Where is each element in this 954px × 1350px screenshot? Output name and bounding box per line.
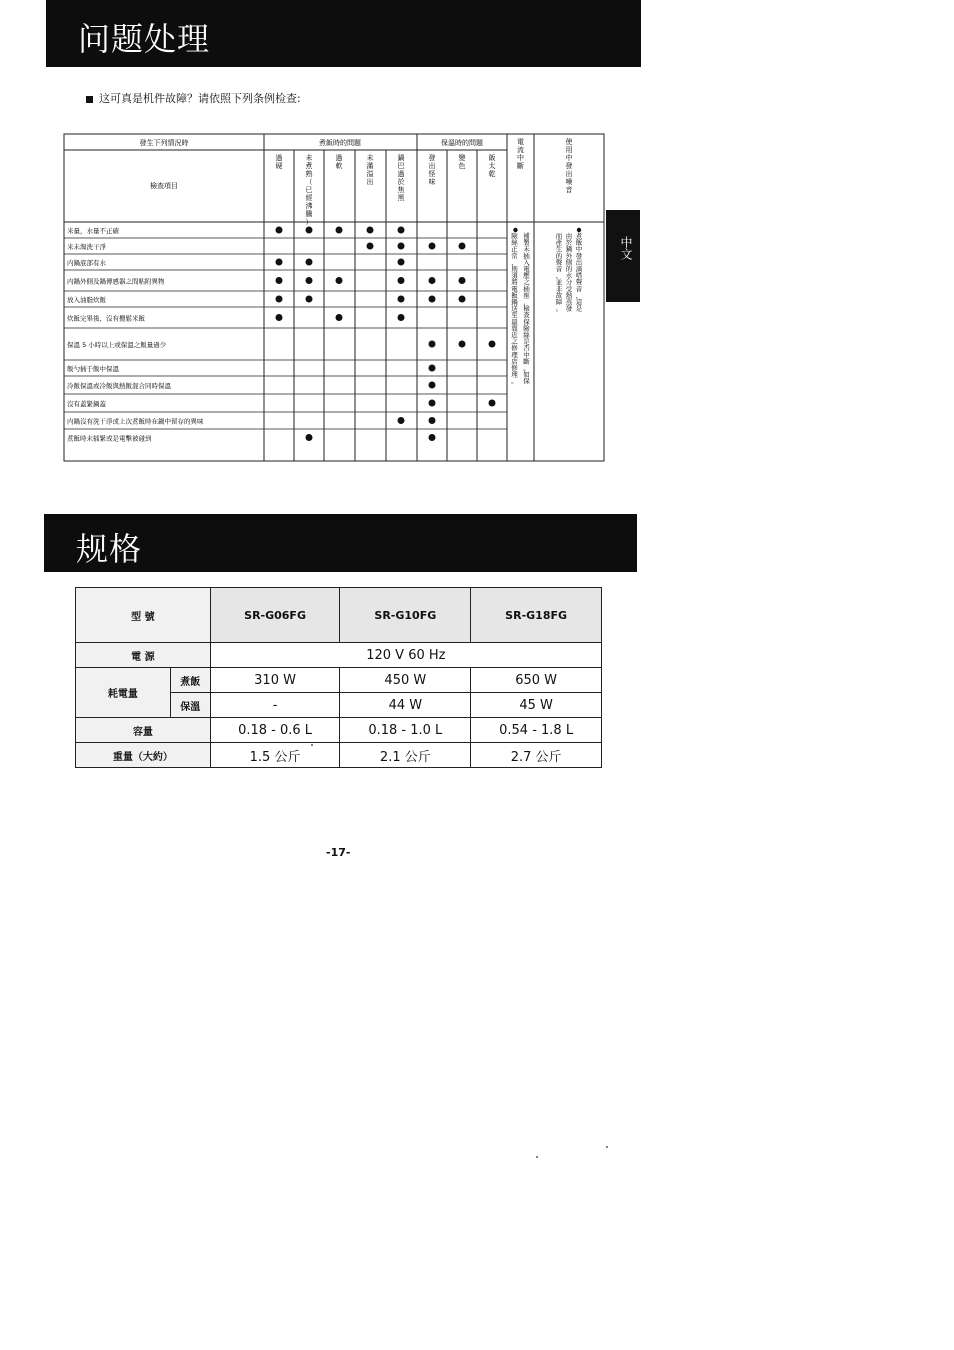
- cooking-value: 450 W: [340, 668, 471, 693]
- spec-row-power: [76, 643, 602, 668]
- row-label: 内鍋外側及鍋傳感器之間粘附異物: [67, 277, 165, 286]
- column-header: 鍋巴過於焦黑: [397, 154, 405, 202]
- row-label: 炊飯完畢後，沒有攪鬆米飯: [67, 314, 145, 323]
- noise-note: 煮飯中發出滴嗒聲音，這是: [575, 232, 583, 313]
- model-sr-g10fg: SR-G10FG: [340, 588, 471, 643]
- troubleshooting-table: [0, 0, 954, 470]
- symptom-dot: [398, 314, 405, 321]
- symptom-dot: [398, 277, 405, 284]
- symptom-dot: [276, 296, 283, 303]
- symptom-dot: [429, 400, 436, 407]
- scan-speck: [536, 1156, 538, 1158]
- warming-value: 44 W: [340, 693, 471, 718]
- column-header: 未煮熟（已經沸騰）: [305, 154, 313, 226]
- symptom-dot: [336, 227, 343, 234]
- noise-note: 由於鍋外側的水分受熱蒸發: [565, 232, 573, 313]
- spec-row-model: [76, 588, 602, 643]
- symptom-dot: [398, 296, 405, 303]
- symptom-dot: [429, 417, 436, 424]
- power-value: 120 V 60 Hz: [210, 643, 601, 668]
- row-label: 米未淘洗干淨: [67, 243, 106, 251]
- power-cut-note: 險絲正常，則須將電飯鍋送至最靠近之修理店修理。: [511, 232, 518, 386]
- spec-row-cooking: [76, 668, 602, 693]
- column-header: 發出怪味: [428, 154, 436, 186]
- symptom-dot: [489, 341, 496, 348]
- weight-label: 重量（大約）: [76, 743, 211, 768]
- capacity-value: 0.18 - 0.6 L: [210, 718, 340, 743]
- symptom-dot: [429, 365, 436, 372]
- symptom-dot: [398, 243, 405, 250]
- scan-speck: [606, 1146, 608, 1148]
- symptom-dot: [336, 314, 343, 321]
- symptom-dot: [306, 259, 313, 266]
- symptom-dot: [306, 277, 313, 284]
- symptom-dot: [276, 259, 283, 266]
- row-label: 放入油脂炊飯: [67, 296, 106, 304]
- symptom-dot: [306, 296, 313, 303]
- header-check-items: 檢查項目: [150, 182, 178, 190]
- model-sr-g06fg: SR-G06FG: [210, 588, 340, 643]
- specifications-banner: [44, 514, 637, 572]
- symptom-dot: [459, 243, 466, 250]
- warming-value: 45 W: [471, 693, 602, 718]
- symptom-dot: [429, 296, 436, 303]
- row-label: 米量，水量不正確: [67, 227, 119, 235]
- cooking-value: 310 W: [210, 668, 340, 693]
- scan-speck: [311, 744, 313, 746]
- column-header: 過硬: [275, 154, 283, 170]
- column-header: 未滿溢出: [366, 154, 374, 186]
- specifications-table: [75, 587, 602, 768]
- header-situation: 發生下列情況時: [139, 139, 189, 147]
- symptom-dot: [306, 227, 313, 234]
- noise-note: 而產生的聲音，並非故障。: [555, 232, 563, 313]
- row-label: 内鍋沒有洗干淨或上次煮飯時在鍋中留存的異味: [67, 417, 204, 426]
- symptom-dot: [398, 227, 405, 234]
- power-label: 電 源: [76, 643, 211, 668]
- symptom-dot: [276, 314, 283, 321]
- capacity-value: 0.54 - 1.8 L: [471, 718, 602, 743]
- weight-value: 1.5 公斤: [210, 743, 340, 768]
- symptom-dot: [429, 382, 436, 389]
- consumption-label: 耗電量: [76, 668, 171, 718]
- cooking-value: 650 W: [471, 668, 602, 693]
- row-label: 煮飯時未插緊或是電擊被碰到: [67, 434, 152, 443]
- column-header: 過軟: [335, 154, 343, 170]
- symptom-dot: [398, 259, 405, 266]
- specifications-title: 规格: [76, 530, 143, 568]
- symptom-dot: [398, 417, 405, 424]
- group-cooking-problems: 煮飯時的問題: [319, 139, 361, 147]
- column-header: 飯太乾: [488, 154, 496, 178]
- symptom-dot: [306, 434, 313, 441]
- symptom-dot: [429, 243, 436, 250]
- language-tab: [606, 210, 640, 302]
- weight-value: 2.1 公斤: [340, 743, 471, 768]
- intro-text: 这可真是机件故障？请依照下列条例检查:: [99, 92, 301, 105]
- symptom-dot: [276, 227, 283, 234]
- symptom-dot: [459, 277, 466, 284]
- model-label: 型 號: [76, 588, 211, 643]
- symptom-dot: [459, 296, 466, 303]
- row-label: 保溫 5 小時以上或保溫之飯量過少: [67, 341, 167, 349]
- column-header-power-cut: 電流中斷: [517, 138, 524, 170]
- capacity-value: 0.18 - 1.0 L: [340, 718, 471, 743]
- symptom-dot: [429, 277, 436, 284]
- symptom-dot: [276, 277, 283, 284]
- page-number: -17-: [326, 846, 351, 859]
- symptom-dot: [429, 434, 436, 441]
- symptom-dot: [429, 341, 436, 348]
- row-label: 沒有蓋緊鍋蓋: [67, 400, 106, 408]
- spec-row-weight: [76, 743, 602, 768]
- group-warming-problems: 保溫時的問題: [441, 139, 483, 147]
- row-label: 内鍋底部有水: [67, 259, 106, 267]
- cooking-label: 煮飯: [170, 668, 210, 693]
- capacity-label: 容量: [76, 718, 211, 743]
- row-label: 冷飯保溫或冷飯與熱飯混合同時保溫: [67, 382, 171, 390]
- spec-row-capacity: [76, 718, 602, 743]
- column-header: 變色: [458, 154, 466, 170]
- symptom-dot: [336, 277, 343, 284]
- symptom-dot: [489, 400, 496, 407]
- symptom-dot: [459, 341, 466, 348]
- weight-value: 2.7 公斤: [471, 743, 602, 768]
- warming-label: 保溫: [170, 693, 210, 718]
- language-tab-label: 中文: [619, 236, 633, 260]
- model-sr-g18fg: SR-G18FG: [471, 588, 602, 643]
- troubleshooting-title: 问题处理: [78, 20, 211, 58]
- power-cut-note: 補製未插入電壓之插座，檢查保險絲是否中斷。如保: [523, 232, 530, 386]
- symptom-dot: [367, 243, 374, 250]
- warming-value: -: [210, 693, 340, 718]
- symptom-dot: [367, 227, 374, 234]
- column-header-noise: 使用中發出噪音: [565, 138, 573, 194]
- row-label: 飯勺插于飯中保溫: [67, 365, 119, 373]
